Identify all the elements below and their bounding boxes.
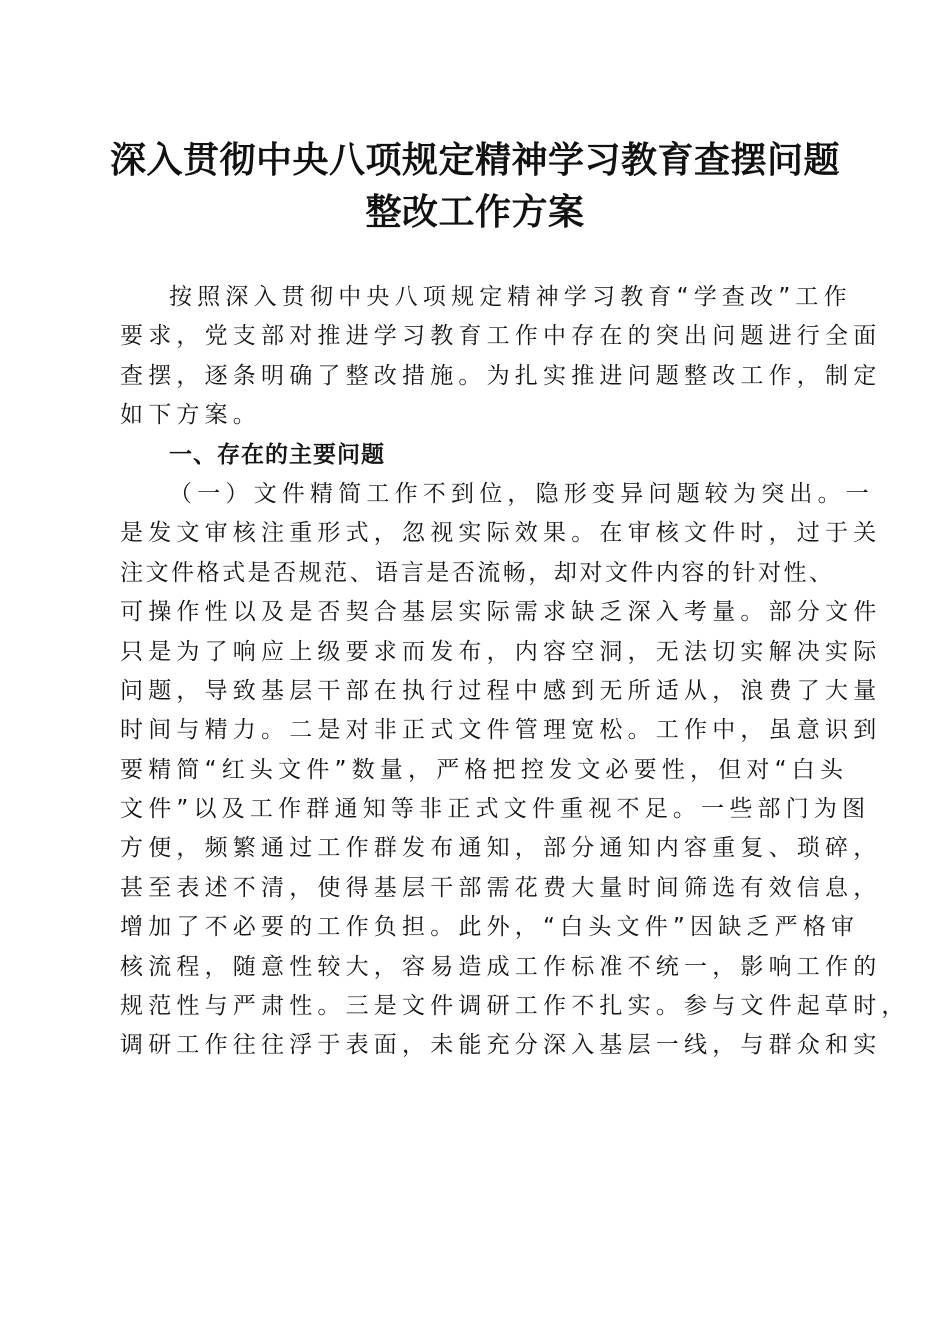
paragraph-line: 是发文审核注重形式，忽视实际效果。在审核文件时，过于关 [120,520,882,547]
paragraph-line: 要精简“红头文件”数量，严格把控发文必要性，但对“白头 [120,756,849,783]
intro-line: 如下方案。 [120,402,261,429]
section-heading: 一、存在的主要问题 [169,441,385,468]
paragraph-line: 文件”以及工作群通知等非正式文件重视不足。一些部门为图 [120,796,871,823]
intro-line: 查摆，逐条明确了整改措施。为扎实推进问题整改工作，制定 [120,362,882,389]
document-body [120,278,910,1066]
paragraph-line: 增加了不必要的工作负担。此外，“白头文件”因缺乏严格审 [120,914,860,941]
paragraph-line: 时间与精力。二是对非正式文件管理宽松。工作中，虽意识到 [120,717,882,744]
paragraph-line: 核流程，随意性较大，容易造成工作标准不统一，影响工作的 [120,953,882,980]
document-title [100,134,850,238]
paragraph-line: 可操作性以及是否契合基层实际需求缺乏深入考量。部分文件 [120,599,882,626]
paragraph-line: 注文件格式是否规范、语言是否流畅，却对文件内容的针对性、 [120,559,832,586]
paragraph-line: 甚至表述不清，使得基层干部需花费大量时间筛选有效信息， [120,874,882,901]
intro-line: 按照深入贯彻中央八项规定精神学习教育“学查改”工作 [169,284,852,310]
paragraph-line: 问题，导致基层干部在执行过程中感到无所适从，浪费了大量 [120,677,882,704]
paragraph-line: 调研工作往往浮于表面，未能充分深入基层一线，与群众和实 [120,1032,882,1059]
title-line-1: 深入贯彻中央八项规定精神学习教育查摆问题 [109,139,840,181]
title-line-2: 整改工作方案 [365,191,585,233]
paragraph-line: 只是为了响应上级要求而发布，内容空洞，无法切实解决实际 [120,638,882,665]
intro-line: 要求，党支部对推进学习教育工作中存在的突出问题进行全面 [120,323,882,350]
paragraph-line: 方便，频繁通过工作群发布通知，部分通知内容重复、琐碎， [120,835,882,862]
paragraph-line: 规范性与严肃性。三是文件调研工作不扎实。参与文件起草时， [120,993,910,1020]
paragraph-line: （一）文件精简工作不到位，隐形变异问题较为突出。一 [169,480,874,507]
